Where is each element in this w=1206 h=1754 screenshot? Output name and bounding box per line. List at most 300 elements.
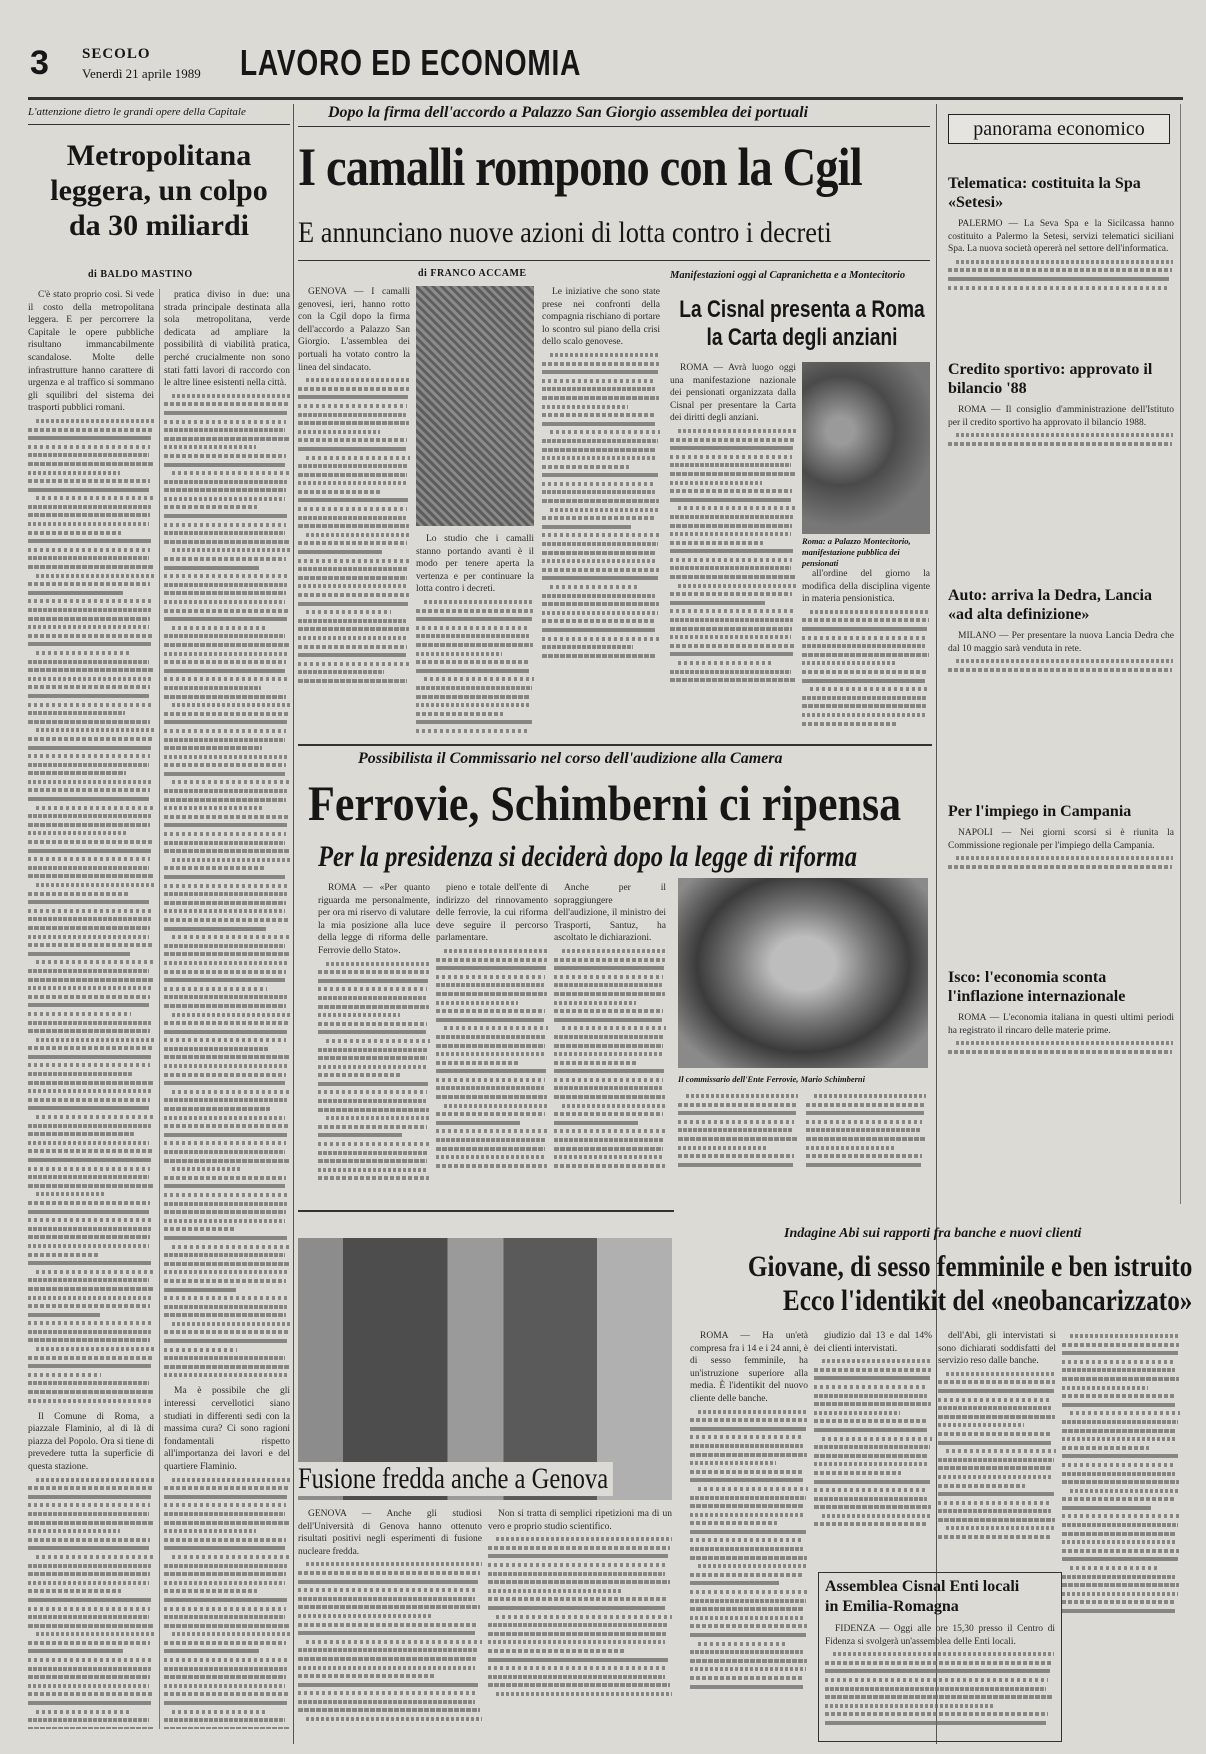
text-filler <box>28 1478 154 1729</box>
anziani-col-2 <box>802 568 930 734</box>
metro-byline: di BALDO MASTINO <box>88 269 193 280</box>
text-line <box>28 754 150 758</box>
text-line <box>164 1159 289 1163</box>
text-line <box>1062 1514 1179 1518</box>
text-line <box>164 463 285 467</box>
text-line <box>318 987 427 991</box>
text-line <box>28 797 149 801</box>
text-line <box>948 668 1172 672</box>
text-line <box>416 686 532 690</box>
text-line <box>318 1142 429 1146</box>
text-filler <box>948 433 1174 446</box>
text-line <box>542 405 628 409</box>
text-line <box>814 1454 928 1458</box>
text-line <box>28 1667 151 1671</box>
text-line <box>542 542 658 546</box>
text-line <box>164 411 287 415</box>
text-line <box>496 1537 672 1541</box>
text-line <box>28 1287 153 1291</box>
text-line <box>678 584 796 588</box>
text-line <box>28 642 151 646</box>
text-line <box>678 1103 797 1107</box>
text-line <box>810 687 930 691</box>
text-line <box>164 1288 236 1292</box>
text-line <box>164 1598 287 1602</box>
text-line <box>28 1184 153 1188</box>
text-line <box>298 1683 478 1687</box>
text-line <box>814 1368 931 1372</box>
text-line <box>28 720 150 724</box>
text-line <box>28 1390 153 1394</box>
text-line <box>1062 1377 1179 1381</box>
text-line <box>164 1236 287 1240</box>
text-line <box>28 462 153 466</box>
text-line <box>164 1210 286 1214</box>
text-line <box>28 1675 150 1679</box>
text-line <box>298 1631 475 1635</box>
text-line <box>678 1163 793 1167</box>
text-line <box>28 582 150 586</box>
text-filler <box>28 419 154 1403</box>
text-line <box>690 1667 806 1671</box>
text-line <box>36 1115 154 1119</box>
text-line <box>948 442 1172 446</box>
text-line <box>164 1270 287 1274</box>
text-line <box>554 1086 662 1090</box>
text-line <box>164 497 285 501</box>
ferrovie-col-4 <box>678 1090 798 1200</box>
text-line <box>814 1428 927 1432</box>
text-line <box>28 1701 151 1705</box>
text-line <box>670 455 792 459</box>
text-line <box>416 669 529 673</box>
text-line <box>164 806 264 810</box>
text-line <box>164 454 286 458</box>
text-line <box>802 618 929 622</box>
text-line <box>554 1001 636 1005</box>
camalli-subhead: E annunciano nuove azioni di lotta contro i decreti <box>298 216 832 249</box>
text-line <box>164 634 285 638</box>
text-line <box>562 1104 666 1108</box>
text-line <box>690 1504 804 1508</box>
text-line <box>28 711 125 715</box>
text-line <box>28 1098 150 1102</box>
text-line <box>948 1050 1172 1054</box>
article-paragraph: giudizio dal 13 e dal 14% dei clienti intervistati. <box>814 1331 932 1354</box>
text-line <box>938 1518 1055 1522</box>
text-line <box>36 1555 154 1559</box>
text-line <box>164 1589 257 1593</box>
text-line <box>164 995 287 999</box>
text-line <box>306 1717 482 1721</box>
text-line <box>164 609 289 613</box>
text-line <box>1062 1600 1176 1604</box>
metro-headline-line: Metropolitana <box>66 139 252 172</box>
text-line <box>298 559 409 563</box>
text-line <box>948 277 1169 281</box>
text-line <box>670 463 791 467</box>
text-line <box>670 515 793 519</box>
text-line <box>36 728 154 732</box>
text-line <box>825 1695 1053 1699</box>
camalli-body <box>298 268 666 738</box>
fusione-photo <box>298 1238 672 1500</box>
text-line <box>298 1708 480 1712</box>
text-line <box>542 611 658 615</box>
section-title: LAVORO ED ECONOMIA <box>240 42 582 83</box>
text-line <box>164 1684 285 1688</box>
text-line <box>496 1692 672 1696</box>
text-line <box>554 1112 663 1116</box>
text-line <box>172 626 268 630</box>
text-line <box>164 1356 285 1360</box>
text-line <box>164 677 289 681</box>
text-line <box>444 949 548 953</box>
text-line <box>670 618 793 622</box>
assemblea-box <box>818 1572 1062 1742</box>
text-line <box>436 1052 544 1056</box>
text-line <box>172 1245 290 1249</box>
text-line <box>28 1495 151 1499</box>
text-line <box>1070 1566 1160 1570</box>
text-line <box>298 645 407 649</box>
text-line <box>164 755 287 759</box>
text-line <box>678 1111 796 1115</box>
text-line <box>28 694 149 698</box>
text-line <box>554 1147 663 1151</box>
sidebar-panorama <box>942 104 1182 1204</box>
text-line <box>164 1667 287 1671</box>
ferrovie-col-5 <box>806 1090 926 1200</box>
text-line <box>28 1581 149 1585</box>
text-line <box>298 550 382 554</box>
text-line <box>814 1522 928 1526</box>
text-line <box>172 1710 268 1714</box>
text-line <box>28 436 151 440</box>
text-line <box>1062 1463 1176 1467</box>
text-line <box>28 746 151 750</box>
text-line <box>28 1132 134 1136</box>
sidebar-item <box>948 174 1174 344</box>
text-line <box>28 1607 150 1611</box>
text-line <box>164 901 286 905</box>
text-line <box>1070 1411 1180 1415</box>
text-line <box>164 746 262 750</box>
text-line <box>670 446 793 450</box>
sidebar-item-text <box>948 1012 1174 1058</box>
text-line <box>690 1453 807 1457</box>
text-line <box>28 1072 133 1076</box>
text-line <box>956 856 1173 860</box>
text-line <box>28 1658 153 1662</box>
text-line <box>164 1098 287 1102</box>
text-line <box>424 677 534 681</box>
text-line <box>670 627 792 631</box>
text-filler <box>318 962 430 1181</box>
text-line <box>416 712 503 716</box>
text-line <box>28 1521 153 1525</box>
text-line <box>28 591 123 595</box>
text-line <box>164 1607 286 1611</box>
text-line <box>172 1632 290 1636</box>
ferrovie-col-3 <box>554 882 666 1200</box>
text-line <box>164 686 261 690</box>
article-paragraph: Le iniziative che sono state prese nei confronti della compagnia rischiano di portare lo scontro sul piano della crisi dello scalo genovese. <box>542 287 660 348</box>
text-line <box>164 763 286 767</box>
sidebar-item-text <box>948 827 1174 873</box>
text-line <box>436 975 545 979</box>
text-line <box>164 523 286 527</box>
text-line <box>802 670 926 674</box>
text-line <box>28 1718 149 1722</box>
text-line <box>814 1094 926 1098</box>
text-line <box>28 1330 151 1334</box>
text-line <box>416 729 530 733</box>
text-line <box>436 992 547 996</box>
text-line <box>822 1359 932 1363</box>
text-line <box>318 1133 402 1137</box>
text-line <box>938 1398 1052 1402</box>
text-line <box>938 1423 1024 1427</box>
sidebar-item <box>948 802 1174 952</box>
text-line <box>164 866 265 870</box>
metro-headline <box>28 138 290 243</box>
text-line <box>1062 1549 1179 1553</box>
text-line <box>164 1512 285 1516</box>
sidebar-item-title: Credito sportivo: approvato il bilancio '88 <box>948 361 1153 397</box>
text-line <box>164 1365 289 1369</box>
article-paragraph: MILANO — Per presentare la nuova Lancia Dedra che dal 10 maggio sarà venduta in rete. <box>948 631 1174 654</box>
text-line <box>28 1321 153 1325</box>
text-line <box>28 531 121 535</box>
text-line <box>806 1103 925 1107</box>
text-line <box>542 362 659 366</box>
text-line <box>164 1624 289 1628</box>
text-line <box>488 1563 666 1567</box>
text-line <box>1062 1497 1176 1501</box>
text-line <box>1062 1523 1178 1527</box>
text-line <box>542 465 629 469</box>
text-line <box>678 661 774 665</box>
text-line <box>164 1055 289 1059</box>
text-filler <box>670 429 796 682</box>
text-line <box>164 952 289 956</box>
text-line <box>28 1373 101 1377</box>
text-line <box>802 679 925 683</box>
text-line <box>164 420 286 424</box>
assemblea-headline <box>825 1577 1055 1617</box>
text-line <box>436 1018 544 1022</box>
text-line <box>938 1389 1054 1393</box>
metro-col-1 <box>28 289 154 1729</box>
text-line <box>814 1402 931 1406</box>
text-line <box>28 952 130 956</box>
assemblea-text <box>825 1623 1055 1733</box>
text-line <box>802 722 897 726</box>
text-line <box>164 514 287 518</box>
text-line <box>36 1710 132 1714</box>
text-line <box>542 628 655 632</box>
text-line <box>554 1044 663 1048</box>
text-line <box>28 1063 150 1067</box>
text-line <box>436 1061 519 1065</box>
article-paragraph: ROMA — «Per quanto riguarda me personalmente, per ora mi riservo di valutare la mia posizione alla luce della legge di riforma delle Ferrovie dello Stato». <box>318 883 430 956</box>
text-line <box>670 481 762 485</box>
text-line <box>164 729 286 733</box>
anziani-headline-line: La Cisnal presenta a Roma <box>679 296 925 323</box>
text-line <box>172 548 290 552</box>
text-line <box>28 1503 150 1507</box>
text-filler <box>948 659 1174 672</box>
text-line <box>298 524 409 528</box>
text-line <box>164 1004 286 1008</box>
text-line <box>28 1021 151 1025</box>
text-line <box>298 576 407 580</box>
masthead-rule <box>28 97 1183 100</box>
text-line <box>542 439 658 443</box>
text-line <box>164 1521 289 1525</box>
text-line <box>542 525 631 529</box>
text-filler <box>825 1652 1055 1725</box>
text-line <box>326 1039 430 1043</box>
text-line <box>670 549 793 553</box>
text-line <box>814 1505 931 1509</box>
text-line <box>28 1624 153 1628</box>
text-line <box>938 1380 1055 1384</box>
text-line <box>164 1546 285 1550</box>
sidebar-item-title: Auto: arriva la Dedra, Lancia «ad alta definizione» <box>948 587 1152 623</box>
text-line <box>488 1554 668 1558</box>
text-line <box>814 1419 928 1423</box>
text-line <box>298 541 407 545</box>
text-line <box>938 1466 1052 1470</box>
text-line <box>164 557 286 561</box>
article-paragraph: ROMA — Il consiglio d'amministrazione dell'Istituto per il credito sportivo ha approvato il bilancio 1988. <box>948 405 1174 428</box>
text-line <box>562 949 666 953</box>
camalli-byline: di FRANCO ACCAME <box>418 268 527 279</box>
text-line <box>825 1721 1046 1725</box>
text-line <box>28 857 150 861</box>
text-line <box>164 927 266 931</box>
text-line <box>806 1137 925 1141</box>
text-line <box>28 1218 153 1222</box>
text-line <box>436 1044 545 1048</box>
text-line <box>28 565 153 569</box>
text-line <box>318 1108 429 1112</box>
text-line <box>28 1106 149 1110</box>
text-line <box>488 1572 665 1576</box>
text-line <box>172 780 290 784</box>
text-line <box>416 720 532 724</box>
text-line <box>436 1129 547 1133</box>
text-line <box>554 1155 662 1159</box>
text-line <box>164 772 285 776</box>
anziani-caption: Roma: a Palazzo Montecitorio, manifestazione pubblica dei pensionati <box>802 536 911 568</box>
text-line <box>670 541 763 545</box>
text-line <box>164 970 286 974</box>
text-line <box>28 986 151 990</box>
anziani-kicker: Manifestazioni oggi al Capranichetta e a Montecitorio <box>670 270 906 281</box>
text-line <box>318 1168 426 1172</box>
text-line <box>562 1026 666 1030</box>
text-line <box>806 1154 922 1158</box>
text-line <box>488 1649 624 1653</box>
text-line <box>814 1497 927 1501</box>
text-line <box>28 539 151 543</box>
text-line <box>172 858 290 862</box>
text-line <box>298 447 406 451</box>
text-line <box>28 479 150 483</box>
text-line <box>164 531 285 535</box>
text-line <box>938 1484 1025 1488</box>
text-line <box>326 1116 430 1120</box>
text-line <box>164 1184 285 1188</box>
text-line <box>670 635 791 639</box>
text-line <box>550 508 660 512</box>
text-line <box>690 1538 804 1542</box>
text-line <box>670 670 791 674</box>
text-line <box>28 548 150 552</box>
text-line <box>554 1061 637 1065</box>
article-paragraph: Lo studio che i camalli stanno portando avanti è il modo per tenere aperta la vertenza e per continuare la lotta contro i decreti. <box>416 534 534 595</box>
text-line <box>298 1657 476 1661</box>
text-line <box>298 498 408 502</box>
text-line <box>298 584 406 588</box>
article-paragraph: Ma è possibile che gli interessi cervellotici siano studiati in differenti sedi con la massima cura? Ci sono ragioni fondamentali rispetto all'importanza dei lavori e del quartiere Flaminio. <box>164 1386 290 1472</box>
text-line <box>28 840 153 844</box>
article-paragraph: Il Comune di Roma, a piazzale Flaminio, al di là di piazza del Popolo. Ora si tiene di prevedere tutta la superficie di questa stazione. <box>28 1411 154 1472</box>
text-line <box>28 1124 151 1128</box>
text-line <box>814 1488 928 1492</box>
abi-headline-line: Ecco l'identikit del «neobancarizzato» <box>782 1284 1193 1317</box>
text-line <box>28 978 153 982</box>
text-line <box>164 1219 285 1223</box>
text-line <box>1062 1472 1175 1476</box>
text-line <box>28 874 153 878</box>
text-line <box>948 865 1172 869</box>
text-line <box>36 806 154 810</box>
text-line <box>28 1003 149 1007</box>
text-line <box>164 591 286 595</box>
text-line <box>164 1503 286 1507</box>
text-line <box>814 1385 928 1389</box>
text-line <box>690 1521 777 1525</box>
text-line <box>36 1632 154 1636</box>
text-line <box>28 1046 153 1050</box>
text-line <box>698 1642 788 1646</box>
text-line <box>542 533 659 537</box>
text-line <box>488 1683 670 1687</box>
text-line <box>36 1347 154 1351</box>
text-line <box>436 1078 545 1082</box>
text-line <box>938 1441 1051 1445</box>
text-line <box>306 1640 482 1644</box>
text-filler <box>436 949 548 1168</box>
text-line <box>28 1546 149 1550</box>
text-line <box>28 1512 149 1516</box>
article-paragraph: ROMA — Ha un'età compresa fra i 14 e i 24 anni, è di sesso femminile, ha un'istruzione superiore alla media. È l'identikit del nuovo cliente delle banche. <box>690 1331 808 1404</box>
text-line <box>690 1418 807 1422</box>
text-line <box>814 1445 930 1449</box>
text-line <box>670 498 791 502</box>
text-line <box>28 668 153 672</box>
page-number: 3 <box>30 44 49 82</box>
article-paragraph: FIDENZA — Oggi alle ore 15,30 presso il Centro di Fidenza si svolgerà un'assemblea delle Enti locali. <box>825 1624 1055 1647</box>
assemblea-headline-line: Assemblea Cisnal Enti locali <box>825 1578 1020 1595</box>
text-line <box>28 1253 99 1257</box>
anziani-headline <box>674 296 930 352</box>
assemblea-headline-line: in Emilia-Romagna <box>825 1598 959 1615</box>
